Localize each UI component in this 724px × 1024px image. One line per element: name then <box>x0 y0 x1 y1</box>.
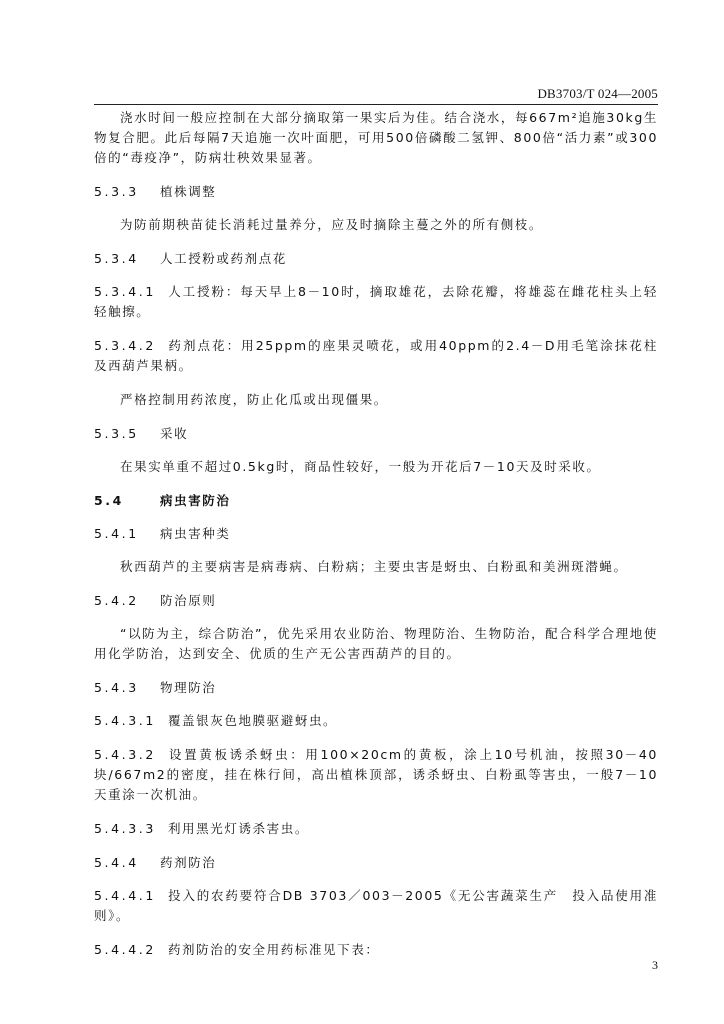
body-paragraph: “以防为主，综合防治”，优先采用农业防治、物理防治、生物防治，配合科学合理地使用化学防治，达到安全、优质的生产无公害西葫芦的目的。 <box>94 626 658 661</box>
section-number: 5.3.5 <box>94 426 139 441</box>
section-title: 采收 <box>160 426 189 441</box>
section-heading <box>94 853 658 873</box>
clause-text: 利用黑光灯诱杀害虫。 <box>167 821 309 836</box>
clause-text: 人工授粉：每天早上8－10时，摘取雄花，去除花瓣，将雄蕊在雌花柱头上轻轻触擦。 <box>94 284 658 319</box>
section-heading <box>94 678 658 698</box>
clause-text: 药剂防治的安全用药标准见下表： <box>167 942 380 957</box>
section-heading <box>94 249 658 269</box>
numbered-clause <box>94 745 658 805</box>
section-title: 病虫害防治 <box>160 493 231 508</box>
numbered-clause <box>94 819 658 839</box>
section-title: 药剂防治 <box>160 855 217 870</box>
numbered-clause <box>94 940 658 960</box>
section-heading <box>94 591 658 611</box>
clause-number: 5.4.4.1 <box>94 888 156 903</box>
clause-text: 药剂点花：用25ppm的座果灵喷花，或用40ppm的2.4－D用毛笔涂抹花柱及西葫芦果柄。 <box>94 338 658 373</box>
section-heading <box>94 424 658 444</box>
section-number: 5.4.2 <box>94 593 139 608</box>
numbered-clause <box>94 711 658 731</box>
section-number: 5.4.1 <box>94 526 139 541</box>
numbered-clause <box>94 336 658 376</box>
section-heading <box>94 524 658 544</box>
section-heading <box>94 182 658 202</box>
document-body <box>94 108 658 974</box>
body-paragraph: 严格控制用药浓度，防止化瓜或出现僵果。 <box>120 392 388 407</box>
page-number: 3 <box>652 958 658 972</box>
body-paragraph: 为防前期秧苗徒长消耗过量养分，应及时摘除主蔓之外的所有侧枝。 <box>120 217 544 232</box>
clause-number: 5.3.4.1 <box>94 284 156 299</box>
body-paragraph: 秋西葫芦的主要病害是病毒病、白粉病；主要虫害是蚜虫、白粉虱和美洲斑潜蝇。 <box>120 559 628 574</box>
standard-code: DB3703/T 024—2005 <box>537 86 658 101</box>
clause-number: 5.4.3.2 <box>94 747 156 762</box>
clause-number: 5.4.3.3 <box>94 821 156 836</box>
clause-number: 5.4.3.1 <box>94 713 156 728</box>
clause-number: 5.4.4.2 <box>94 942 156 957</box>
numbered-clause <box>94 282 658 322</box>
clause-text: 覆盖银灰色地膜驱避蚜虫。 <box>167 713 338 728</box>
header-rule <box>94 104 658 105</box>
numbered-clause <box>94 886 658 926</box>
section-number: 5.4.4 <box>94 855 139 870</box>
section-title: 病虫害种类 <box>160 526 231 541</box>
section-number: 5.3.4 <box>94 251 139 266</box>
section-title: 防治原则 <box>160 593 217 608</box>
body-paragraph: 浇水时间一般应控制在大部分摘取第一果实后为佳。结合浇水，每667m²追施30kg生物复合肥。此后每隔7天追施一次叶面肥，可用500倍磷酸二氢钾、800倍“活力素”或300倍的“毒疫净”，防病壮秧效果显著。 <box>94 110 658 165</box>
clause-text: 设置黄板诱杀蚜虫：用100×20cm的黄板，涂上10号机油，按照30－40块/667m2的密度，挂在株行间，高出植株顶部，诱杀蚜虫、白粉虱等害虫，一般7－10天重涂一次机油。 <box>94 747 658 802</box>
clause-number: 5.3.4.2 <box>94 338 156 353</box>
section-number: 5.4.3 <box>94 680 139 695</box>
section-title: 物理防治 <box>160 680 217 695</box>
body-paragraph: 在果实单重不超过0.5kg时，商品性较好，一般为开花后7－10天及时采收。 <box>120 459 601 474</box>
section-number: 5.4 <box>94 493 124 508</box>
section-title: 植株调整 <box>160 184 217 199</box>
section-title: 人工授粉或药剂点花 <box>160 251 287 266</box>
section-number: 5.3.3 <box>94 184 139 199</box>
section-heading <box>94 491 658 511</box>
clause-text: 投入的农药要符合DB 3703／003－2005《无公害蔬菜生产 投入品使用准则》。 <box>94 888 658 923</box>
